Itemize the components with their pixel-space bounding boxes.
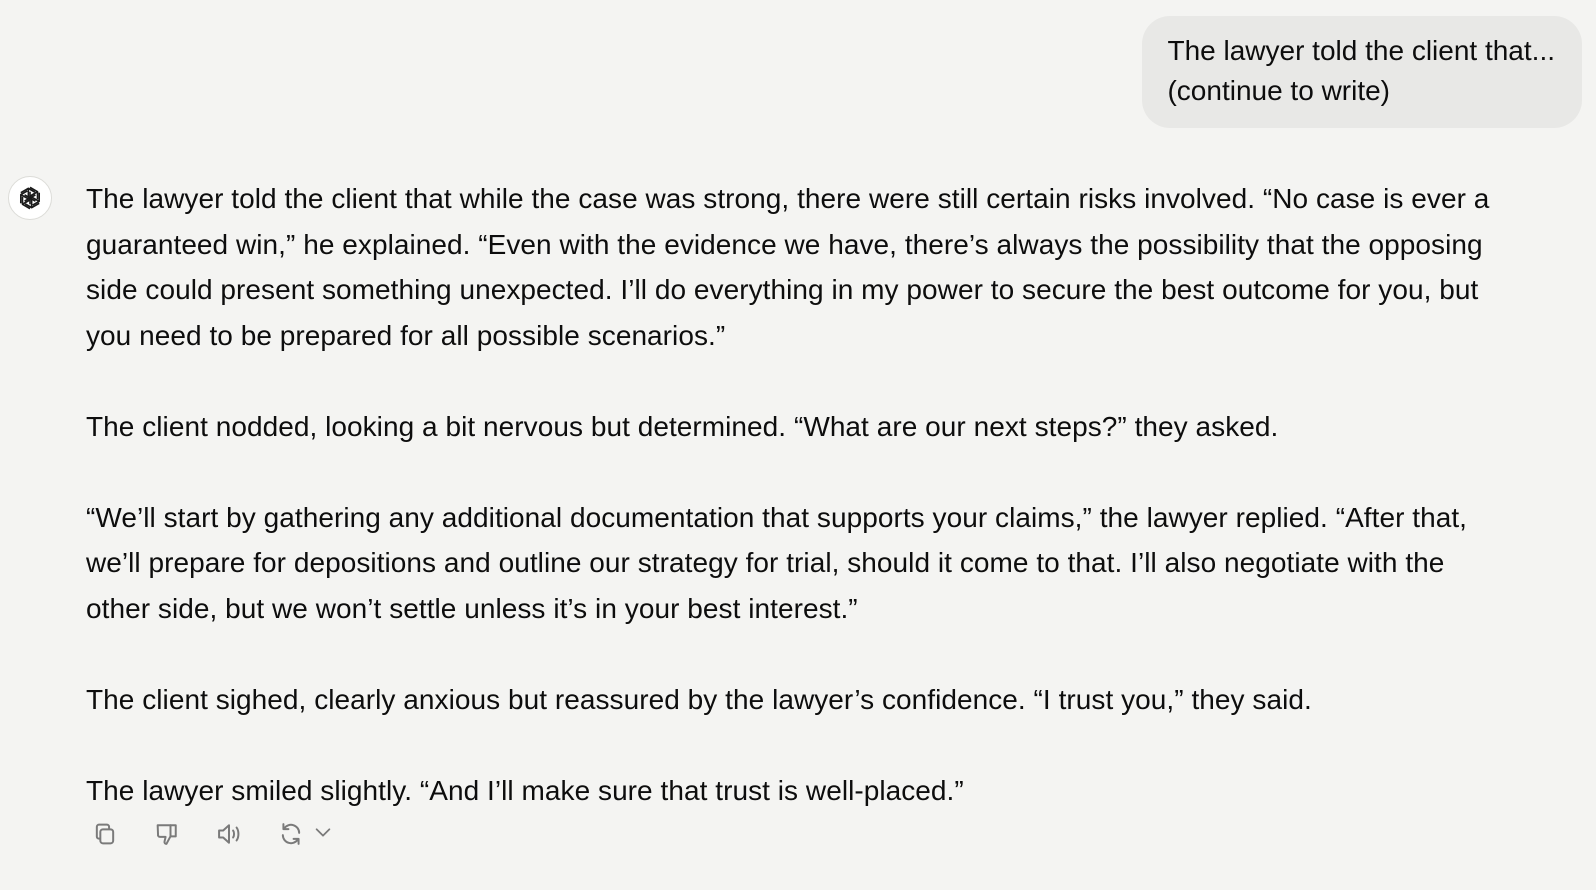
assistant-message (86, 176, 1496, 813)
openai-logo-icon (8, 176, 52, 220)
message-actions (86, 816, 334, 852)
user-message-row (1142, 16, 1582, 128)
assistant-message-row (8, 176, 1496, 813)
chevron-down-icon (312, 821, 334, 843)
thumbs-down-icon (153, 820, 181, 848)
message-paragraph: The client sighed, clearly anxious but reassured by the lawyer’s confidence. “I trust you,” they said. (86, 683, 1312, 715)
regenerate-icon-wrap (272, 816, 310, 852)
message-paragraph: The lawyer smiled slightly. “And I’ll make sure that trust is well-placed.” (86, 774, 964, 806)
read-aloud-button[interactable] (210, 816, 248, 852)
copy-icon (91, 820, 119, 848)
thumbs-down-button[interactable] (148, 816, 186, 852)
message-paragraph: The client nodded, looking a bit nervous but determined. “What are our next steps?” they asked. (86, 410, 1279, 442)
speaker-icon (215, 820, 243, 848)
copy-button[interactable] (86, 816, 124, 852)
regenerate-button[interactable] (272, 816, 334, 852)
regenerate-options-dropdown[interactable] (312, 821, 334, 848)
refresh-icon (277, 820, 305, 848)
message-paragraph: The lawyer told the client that while the case was strong, there were still certain risks involved. “No case is ever a guaranteed win,” he explained. “Even with the evidence we have, there’s always the possibility that the opposing side could present something unexpected. I’ll do everything in my power to secure the best outcome for you, but you need to be prepared for all possible scenarios.” (86, 183, 1490, 351)
message-paragraph: “We’ll start by gathering any additional documentation that supports your claims,” the lawyer replied. “After that, we’ll prepare for depositions and outline our strategy for trial, should it come to that. I’ll also negotiate with the other side, but we won’t settle unless it’s in your best interest.” (86, 501, 1468, 624)
user-message-bubble: The lawyer told the client that... (continue to write) (1142, 16, 1582, 128)
